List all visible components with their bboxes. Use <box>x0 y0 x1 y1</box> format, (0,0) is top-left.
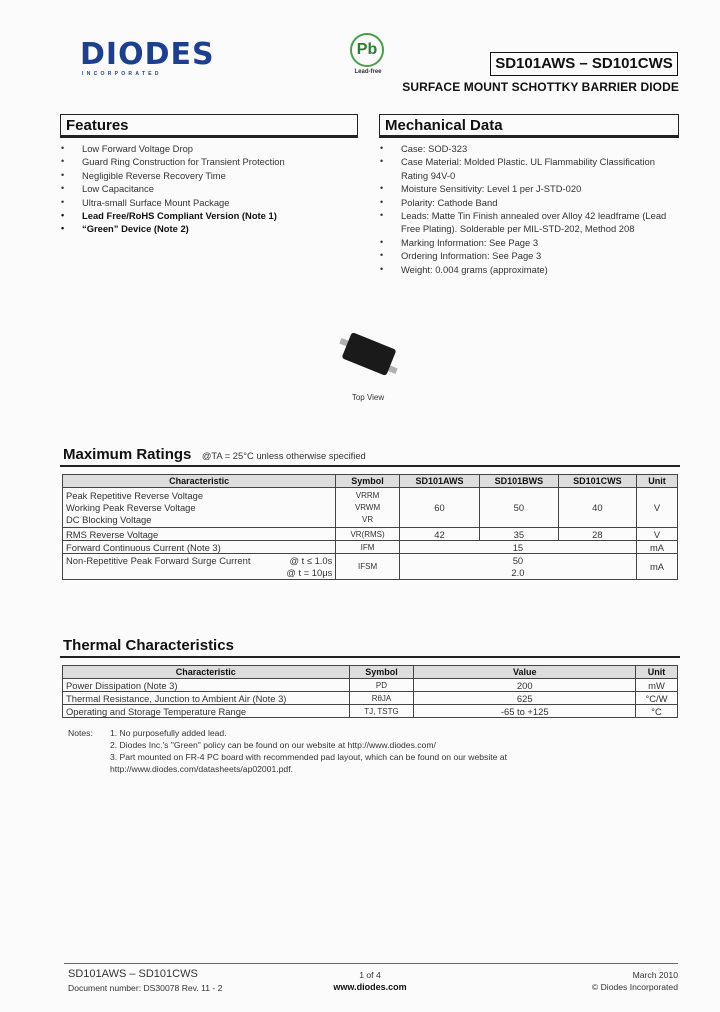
note-item: 1. No purposefully added lead. <box>110 728 227 738</box>
mechanical-heading: Mechanical Data <box>379 114 679 136</box>
table-cell: V <box>637 488 678 528</box>
table-cell: VR(RMS) <box>336 528 400 541</box>
table-cell: 50 <box>480 488 558 528</box>
cell-text: 2.0 <box>511 566 525 578</box>
notes-label: Notes: <box>68 728 93 738</box>
company-logo-subtext: INCORPORATED <box>82 71 162 77</box>
thermal-table <box>62 665 678 718</box>
table-cell: 42 <box>399 528 479 541</box>
table-header-row <box>63 666 678 679</box>
footer-part-number: SD101AWS – SD101CWS <box>68 968 198 980</box>
cell-text: Peak Repetitive Reverse Voltage <box>66 489 204 501</box>
table-cell: RMS Reverse Voltage <box>63 528 336 541</box>
table-cell: mW <box>636 679 678 692</box>
list-item: • Low Forward Voltage Drop <box>60 142 358 155</box>
page-number: 1 of 4 <box>359 970 381 980</box>
table-cell: 625 <box>414 692 636 705</box>
table-cell: °C/W <box>636 692 678 705</box>
table-row <box>63 554 678 580</box>
table-cell: 35 <box>480 528 558 541</box>
column-header: Symbol <box>336 475 400 488</box>
footer-divider <box>64 963 678 964</box>
cell-text: VRRM <box>355 490 380 500</box>
list-item: • Leads: Matte Tin Finish annealed over Alloy 42 leadframe (Lead Free Plating). Solderable per MIL-STD-202, Method 208 <box>379 209 679 236</box>
cell-text: 50 <box>512 554 524 566</box>
table-cell: °C <box>636 705 678 718</box>
lead-free-icon: Pb <box>350 33 384 67</box>
features-section <box>60 114 358 236</box>
footer-date: March 2010 <box>632 970 678 980</box>
list-item: • Low Capacitance <box>60 182 358 195</box>
thermal-section <box>60 637 680 718</box>
table-cell: mA <box>637 541 678 554</box>
list-item: • Weight: 0.004 grams (approximate) <box>379 263 679 276</box>
table-cell: 200 <box>414 679 636 692</box>
cell-text: VR <box>361 514 374 524</box>
column-header: Unit <box>636 666 678 679</box>
max-ratings-table <box>62 474 678 580</box>
cell-text: @ t ≤ 1.0s <box>289 554 333 566</box>
document-subtitle: SURFACE MOUNT SCHOTTKY BARRIER DIODE <box>402 80 679 94</box>
sod323-package-image <box>342 332 397 376</box>
note-item: 3. Part mounted on FR-4 PC board with recommended pad layout, which can be found on our website at http://www.diodes.com/datasheets/ap02001.pdf. <box>110 752 507 774</box>
table-cell: RθJA <box>349 692 414 705</box>
thermal-heading: Thermal Characteristics <box>63 637 234 654</box>
lead-free-label: Lead-free <box>354 69 382 75</box>
max-ratings-heading: Maximum Ratings <box>63 446 192 463</box>
list-item: • Case Material: Molded Plastic. UL Flammability Classification Rating 94V-0 <box>379 155 679 182</box>
column-header: Symbol <box>349 666 414 679</box>
part-number-title: SD101AWS – SD101CWS <box>490 52 678 76</box>
max-ratings-section <box>60 446 680 580</box>
table-cell: 28 <box>558 528 636 541</box>
table-cell: mA <box>637 554 678 580</box>
list-item: • Case: SOD-323 <box>379 142 679 155</box>
table-cell: 60 <box>399 488 479 528</box>
cell-text: Non-Repetitive Peak Forward Surge Current <box>66 554 251 566</box>
features-heading: Features <box>60 114 358 136</box>
list-item: • Marking Information: See Page 3 <box>379 236 679 249</box>
list-item: • Lead Free/RoHS Compliant Version (Note 1) <box>60 209 358 222</box>
company-logo: DIODES <box>80 37 215 72</box>
table-cell <box>63 554 336 580</box>
column-header: Unit <box>637 475 678 488</box>
list-item: • Moisture Sensitivity: Level 1 per J-STD-020 <box>379 182 679 195</box>
list-item: • Guard Ring Construction for Transient Protection <box>60 155 358 168</box>
cell-text: @ t = 10μs <box>286 566 333 578</box>
table-row <box>63 541 678 554</box>
column-header: SD101CWS <box>558 475 636 488</box>
table-row <box>63 705 678 718</box>
list-item: • Ultra-small Surface Mount Package <box>60 196 358 209</box>
column-header: SD101AWS <box>399 475 479 488</box>
table-cell: Forward Continuous Current (Note 3) <box>63 541 336 554</box>
table-cell: 40 <box>558 488 636 528</box>
list-item: • Ordering Information: See Page 3 <box>379 249 679 262</box>
table-cell: Thermal Resistance, Junction to Ambient Air (Note 3) <box>63 692 350 705</box>
mechanical-list <box>379 142 679 276</box>
table-cell <box>63 488 336 528</box>
section-divider <box>379 136 679 138</box>
table-cell: Power Dissipation (Note 3) <box>63 679 350 692</box>
cell-text: Working Peak Reverse Voltage <box>66 501 196 513</box>
footer-copyright: © Diodes Incorporated <box>591 982 678 992</box>
list-item: • Negligible Reverse Recovery Time <box>60 169 358 182</box>
table-cell: TJ, TSTG <box>349 705 414 718</box>
table-cell: Operating and Storage Temperature Range <box>63 705 350 718</box>
max-ratings-condition: @TA = 25°C unless otherwise specified <box>201 450 366 461</box>
table-cell: -65 to +125 <box>414 705 636 718</box>
website-link[interactable]: www.diodes.com <box>333 982 407 992</box>
footer-document-number: Document number: DS30078 Rev. 11 - 2 <box>68 983 223 993</box>
table-cell <box>336 488 400 528</box>
cell-text: DC Blocking Voltage <box>66 513 152 525</box>
column-header: Characteristic <box>63 666 350 679</box>
features-list <box>60 142 358 236</box>
table-cell: IFM <box>336 541 400 554</box>
table-header-row <box>63 475 678 488</box>
column-header: Characteristic <box>63 475 336 488</box>
notes-list <box>110 727 680 775</box>
table-cell: 15 <box>399 541 636 554</box>
package-caption: Top View <box>351 393 385 402</box>
mechanical-section <box>379 114 679 276</box>
table-cell: IFSM <box>336 554 400 580</box>
list-item: • “Green” Device (Note 2) <box>60 222 358 235</box>
column-header: Value <box>414 666 636 679</box>
table-cell: V <box>637 528 678 541</box>
table-cell <box>399 554 636 580</box>
list-item: • Polarity: Cathode Band <box>379 196 679 209</box>
cell-text: VRWM <box>354 502 381 512</box>
note-item: 2. Diodes Inc.'s "Green" policy can be found on our website at http://www.diodes.com/ <box>110 740 436 750</box>
table-cell: PD <box>349 679 414 692</box>
table-row <box>63 679 678 692</box>
table-row <box>63 692 678 705</box>
column-header: SD101BWS <box>480 475 558 488</box>
table-row <box>63 528 678 541</box>
section-divider <box>60 136 358 138</box>
table-row <box>63 488 678 528</box>
